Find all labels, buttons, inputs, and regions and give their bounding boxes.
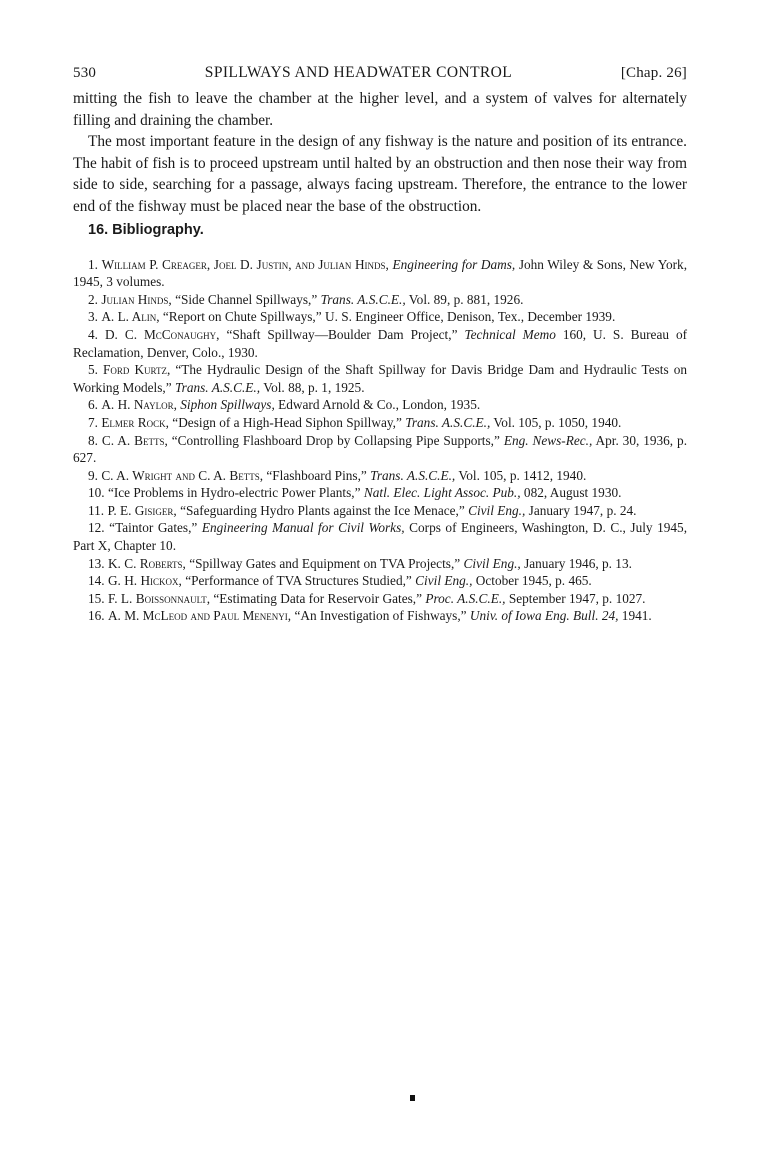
page-number: 530 [73,65,97,81]
entry-source: Engineering for Dams, [392,256,516,272]
entry-title: “Flashboard Pins,” [266,467,367,483]
running-title: SPILLWAYS AND HEADWATER CONTROL [204,64,513,81]
entry-source: Civil Eng., [415,573,473,589]
entry-number: 3. [88,309,98,325]
entry-source: Univ. of Iowa Eng. Bull. 24, [469,608,619,624]
bibliography-entry [73,502,687,520]
entry-source: Eng. News-Rec., [503,432,593,448]
bibliography-entry [73,467,687,485]
bibliography-entry [73,414,687,432]
entry-number: 14. [88,573,105,589]
entry-title: “An Investigation of Fishways,” [294,608,467,624]
bibliography-entry [73,308,687,326]
bibliography-entry [73,484,687,502]
body-text [73,88,687,242]
entry-title: “Performance of TVA Structures Studied,” [185,573,412,589]
bibliography-entry [73,555,687,573]
entry-authors: William P. Creager, Joel D. Justin, and Julian Hinds, [101,256,389,272]
entry-authors: G. H. Hickox, [107,573,182,589]
entry-source: Trans. A.S.C.E., [320,291,406,307]
entry-authors: C. A. Betts, [101,432,168,448]
entry-authors: A. H. Naylor, [101,397,177,413]
entry-details: 160, U. S. Bureau of Reclamation, Denver, Colo., 1930. [73,326,688,360]
bibliography-entry [73,256,687,291]
page [73,64,687,625]
entry-number: 5. [88,362,98,378]
entry-source: Civil Eng., [468,502,526,518]
entry-title: “Spillway Gates and Equipment on TVA Projects,” [189,555,461,571]
entry-source: Civil Eng., [463,555,521,571]
entry-title: “Report on Chute Spillways,” U. S. Engineer Office, Denison, Tex., December 1939. [162,309,616,325]
entry-details: Vol. 105, p. 1412, 1940. [458,467,587,483]
entry-title: “Shaft Spillway—Boulder Dam Project,” [226,326,458,342]
entry-number: 8. [88,432,98,448]
entry-source: Trans. A.S.C.E., [174,379,261,395]
page-mark [410,1095,415,1101]
paragraph: The most important feature in the design of any fishway is the nature and position of its entrance. The habit of fish is to proceed upstream until halted by an obstruction and then nose their way from side to side, searching for a passage, always facing upstream. Therefore, the entrance to the lower end of the fishway must be placed near the base of the obstruction. [73,133,687,215]
entry-authors: P. E. Gisiger, [107,502,177,518]
bibliography-entry [73,572,687,590]
entry-title: “Safeguarding Hydro Plants against the Ice Menace,” [180,502,465,518]
entry-source: Trans. A.S.C.E., [370,467,456,483]
entry-number: 13. [88,555,105,571]
entry-source: Natl. Elec. Light Assoc. Pub., [363,485,521,501]
entry-details: John Wiley & Sons, New York, 1945, 3 volumes. [73,256,688,290]
bibliography-entry [73,607,687,625]
entry-source: Siphon Spillways, [180,397,275,413]
entry-authors: Ford Kurtz, [103,362,171,378]
entry-details: January 1946, p. 13. [524,555,632,571]
entry-authors: A. L. Alin, [101,309,160,325]
entry-details: 1941. [621,608,652,624]
entry-number: 4. [88,326,98,342]
entry-title: “Side Channel Spillways,” [175,291,318,307]
entry-authors: F. L. Boissonnault, [107,590,211,606]
entry-number: 2. [88,291,98,307]
entry-number: 10. [88,485,105,501]
chapter-label: [Chap. 26] [620,65,687,81]
entry-title: “Taintor Gates,” [109,520,198,536]
bibliography-entry [73,361,687,396]
entry-details: Apr. 30, 1936, p. 627. [73,432,688,466]
entry-number: 6. [88,397,98,413]
paragraph: mitting the fish to leave the chamber at the higher level, and a system of valves for alternately filling and draining the chamber. [73,90,687,129]
entry-number: 7. [88,414,98,430]
bibliography-entry [73,519,687,554]
bibliography-entry [73,396,687,414]
section-heading: 16. Bibliography. [88,221,204,238]
entry-number: 1. [88,256,98,272]
entry-authors: K. C. Roberts, [107,555,186,571]
bibliography-entry [73,432,687,467]
entry-title: “Controlling Flashboard Drop by Collapsing Pipe Supports,” [171,432,500,448]
entry-details: January 1947, p. 24. [528,502,637,518]
entry-number: 9. [88,467,98,483]
entry-details: Vol. 89, p. 881, 1926. [408,291,524,307]
entry-authors: D. C. McConaughy, [104,326,220,342]
entry-details: Vol. 105, p. 1050, 1940. [493,414,622,430]
entry-authors: A. M. McLeod and Paul Menenyi, [107,608,292,624]
entry-source: Proc. A.S.C.E., [425,590,506,606]
bibliography-entry [73,291,687,309]
entry-source: Trans. A.S.C.E., [405,414,491,430]
entry-source: Technical Memo [464,326,556,342]
bibliography-entry [73,326,687,361]
entry-details: October 1945, p. 465. [475,573,592,589]
running-head [73,64,687,88]
entry-title: “Ice Problems in Hydro-electric Power Plants,” [107,485,361,501]
entry-number: 11. [88,502,105,518]
entry-authors: Elmer Rock, [101,414,169,430]
entry-authors: C. A. Wright and C. A. Betts, [101,467,264,483]
entry-title: “The Hydraulic Design of the Shaft Spillway for Davis Bridge Dam and Hydraulic Tests on Working Models,” [73,362,687,395]
entry-details: Corps of Engineers, Washington, D. C., July 1945, Part X, Chapter 10. [73,520,688,554]
entry-authors: Julian Hinds, [101,291,172,307]
bibliography [73,256,687,625]
entry-number: 12. [88,520,105,536]
entry-details: September 1947, p. 1027. [508,590,646,606]
entry-details: Vol. 88, p. 1, 1925. [263,379,365,395]
bibliography-entry [73,590,687,608]
entry-details: Edward Arnold & Co., London, 1935. [278,397,481,413]
entry-number: 16. [88,608,105,624]
entry-title: “Design of a High-Head Siphon Spillway,” [172,414,402,430]
entry-details: 082, August 1930. [523,485,622,501]
entry-title: “Estimating Data for Reservoir Gates,” [213,590,423,606]
entry-source: Engineering Manual for Civil Works, [201,520,405,536]
entry-number: 15. [88,590,105,606]
